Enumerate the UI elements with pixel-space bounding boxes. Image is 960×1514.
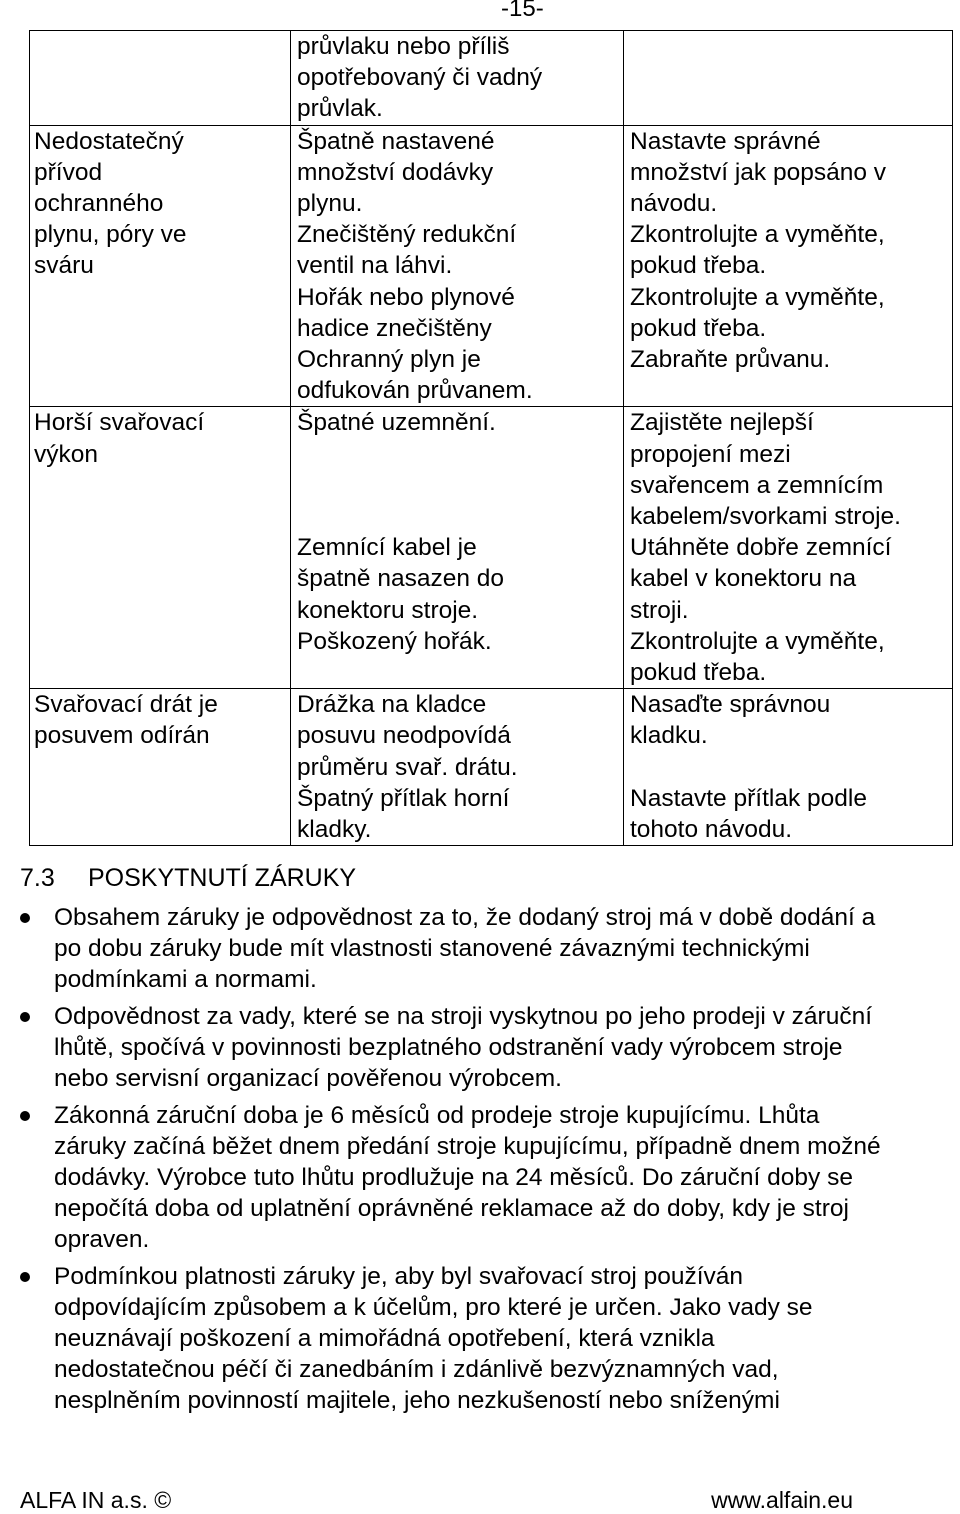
warranty-bullet-list xyxy=(0,902,960,1422)
text-line: Drážka na kladce xyxy=(297,691,487,719)
text-line xyxy=(297,470,623,501)
problem-text-line: posuvem odírán xyxy=(34,722,210,750)
bullet-text-line: podmínkami a normami. xyxy=(54,966,317,993)
text-line: Zkontrolujte a vyměňte, xyxy=(630,627,885,655)
text-line: kabel v konektoru na xyxy=(630,565,857,593)
text-line: Zabraňte průvanu. xyxy=(630,346,831,374)
text-line: pokud třeba. xyxy=(630,252,767,280)
text-line: Špatně nastavené xyxy=(297,127,495,155)
problem-text-line: Horší svařovací xyxy=(34,409,205,437)
bullet-text-line: nesplněním povinností majitele, jeho nezkušeností nebo sníženými xyxy=(54,1387,780,1414)
bullet-item xyxy=(0,902,960,995)
remedy-item xyxy=(630,532,952,626)
bullet-text-line: lhůtě, spočívá v povinnosti bezplatného odstranění vady výrobcem stroje xyxy=(54,1034,843,1061)
section-heading xyxy=(20,862,356,894)
bullet-text-line: Podmínkou platnosti záruky je, aby byl svařovací stroj používán xyxy=(54,1263,744,1290)
remedy-cell xyxy=(624,125,953,407)
problem-cell xyxy=(30,125,291,407)
text-line xyxy=(297,439,623,470)
remedy-cell xyxy=(624,31,953,126)
text-line xyxy=(630,752,952,783)
bullet-text-line: nebo servisní organizací pověřenou výrobcem. xyxy=(54,1065,562,1092)
remedy-cell xyxy=(624,689,953,846)
bullet-text-line: dodávky. Výrobce tuto lhůtu prodlužuje na 24 měsíců. Do záruční doby se xyxy=(54,1164,853,1191)
text-line: Špatný přítlak horní xyxy=(297,784,510,812)
remedy-item xyxy=(630,783,952,845)
text-line: Ochranný plyn je xyxy=(297,346,481,374)
problem-cell xyxy=(30,689,291,846)
text-line: Hořák nebo plynové xyxy=(297,283,515,311)
text-line: Nasaďte správnou xyxy=(630,691,831,719)
text-line: odfukován průvanem. xyxy=(297,377,533,405)
bullet-text-line: opraven. xyxy=(54,1226,150,1253)
cause-item xyxy=(297,126,623,220)
cause-item xyxy=(297,783,623,845)
troubleshooting-table xyxy=(29,30,953,846)
cause-item xyxy=(297,407,623,532)
problem-text-line: plynu, póry ve xyxy=(34,221,187,249)
cause-item xyxy=(297,344,623,406)
text-line: Zajistěte nejlepší xyxy=(630,409,814,437)
bullet-text-line: nepočítá doba od uplatnění oprávněné reklamace až do doby, kdy je stroj xyxy=(54,1195,849,1222)
text-line: Zkontrolujte a vyměňte, xyxy=(630,221,885,249)
text-line: Zkontrolujte a vyměňte, xyxy=(630,283,885,311)
remedy-cell xyxy=(624,407,953,689)
cause-item xyxy=(297,31,623,125)
cause-item xyxy=(297,689,623,783)
bullet-text-line: po dobu záruky bude mít vlastnosti stanovené závaznými technickými xyxy=(54,935,810,962)
bullet-text-line: odpovídajícím způsobem a k účelům, pro které je určen. Jako vady se xyxy=(54,1294,813,1321)
bullet-item xyxy=(0,1100,960,1255)
cause-item xyxy=(297,219,623,281)
problem-text-line: výkon xyxy=(34,440,99,468)
remedy-item xyxy=(630,689,952,783)
text-line: opotřebovaný či vadný xyxy=(297,64,543,92)
text-line: kladky. xyxy=(297,816,372,844)
section-title: POSKYTNUTÍ ZÁRUKY xyxy=(88,864,357,892)
page-number: -15- xyxy=(501,0,544,22)
table-row xyxy=(30,689,953,846)
cause-cell xyxy=(291,689,624,846)
text-line: konektoru stroje. xyxy=(297,596,479,624)
text-line: Znečištěný redukční xyxy=(297,221,517,249)
problem-text-line: přívod xyxy=(34,158,103,186)
bullet-icon xyxy=(20,1111,30,1121)
bullet-text-line: nedostatečnou péčí či zanedbáním i zdánlivě bezvýznamných vad, xyxy=(54,1356,779,1383)
text-line: svařencem a zemnícím xyxy=(630,471,884,499)
remedy-item xyxy=(630,344,952,375)
text-line: množství dodávky xyxy=(297,158,494,186)
text-line: průvlak. xyxy=(297,95,383,123)
bullet-text-line: záruky začíná běžet dnem předání stroje kupujícímu, případně dnem možné xyxy=(54,1133,881,1160)
cause-item xyxy=(297,626,623,657)
problem-cell xyxy=(30,407,291,689)
text-line: pokud třeba. xyxy=(630,659,767,687)
remedy-item xyxy=(630,219,952,281)
problem-text-line: Nedostatečný xyxy=(34,127,184,155)
bullet-text-line: Odpovědnost za vady, které se na stroji vyskytnou po jeho prodeji v záruční xyxy=(54,1003,873,1030)
text-line: tohoto návodu. xyxy=(630,816,793,844)
text-line: Poškozený hořák. xyxy=(297,627,492,655)
text-line: hadice znečištěny xyxy=(297,314,492,342)
text-line: Nastavte přítlak podle xyxy=(630,784,867,812)
text-line: kabelem/svorkami stroje. xyxy=(630,503,901,531)
text-line: propojení mezi xyxy=(630,440,791,468)
problem-cell xyxy=(30,31,291,126)
remedy-item xyxy=(630,126,952,220)
text-line: špatně nasazen do xyxy=(297,565,505,593)
text-line: Utáhněte dobře zemnící xyxy=(630,534,892,562)
cause-item xyxy=(297,532,623,626)
section-number: 7.3 xyxy=(20,864,55,892)
text-line: kladku. xyxy=(630,722,708,750)
remedy-item xyxy=(630,626,952,688)
remedy-item xyxy=(630,282,952,344)
text-line: posuvu neodpovídá xyxy=(297,722,511,750)
cause-cell xyxy=(291,407,624,689)
text-line: pokud třeba. xyxy=(630,314,767,342)
text-line: množství jak popsáno v xyxy=(630,158,887,186)
text-line: Nastavte správné xyxy=(630,127,821,155)
problem-text-line: sváru xyxy=(34,252,94,280)
text-line: Špatné uzemnění. xyxy=(297,409,496,437)
problem-text-line: Svařovací drát je xyxy=(34,691,218,719)
text-line: průvlaku nebo příliš xyxy=(297,33,510,60)
table-row xyxy=(30,407,953,689)
remedy-item xyxy=(630,407,952,532)
bullet-text-line: neuznávají poškození a mimořádná opotřebení, která vznikla xyxy=(54,1325,715,1352)
bullet-icon xyxy=(20,1272,30,1282)
text-line xyxy=(297,501,623,532)
table-row xyxy=(30,31,953,126)
footer-website: www.alfain.eu xyxy=(711,1487,853,1513)
bullet-icon xyxy=(20,1012,30,1022)
text-line: plynu. xyxy=(297,190,363,218)
bullet-icon xyxy=(20,913,30,923)
cause-cell xyxy=(291,31,624,126)
bullet-item xyxy=(0,1001,960,1094)
table-row xyxy=(30,125,953,407)
text-line: stroji. xyxy=(630,596,689,624)
text-line: Zemnící kabel je xyxy=(297,534,477,562)
text-line: návodu. xyxy=(630,190,718,218)
cause-item xyxy=(297,282,623,344)
bullet-text-line: Zákonná záruční doba je 6 měsíců od prodeje stroje kupujícímu. Lhůta xyxy=(54,1102,820,1129)
bullet-item xyxy=(0,1261,960,1416)
problem-text-line: ochranného xyxy=(34,190,164,218)
text-line: průměru svař. drátu. xyxy=(297,753,518,781)
footer-company: ALFA IN a.s. © xyxy=(20,1487,172,1513)
text-line: ventil na láhvi. xyxy=(297,252,453,280)
cause-cell xyxy=(291,125,624,407)
bullet-text-line: Obsahem záruky je odpovědnost za to, že dodaný stroj má v době dodání a xyxy=(54,904,876,931)
